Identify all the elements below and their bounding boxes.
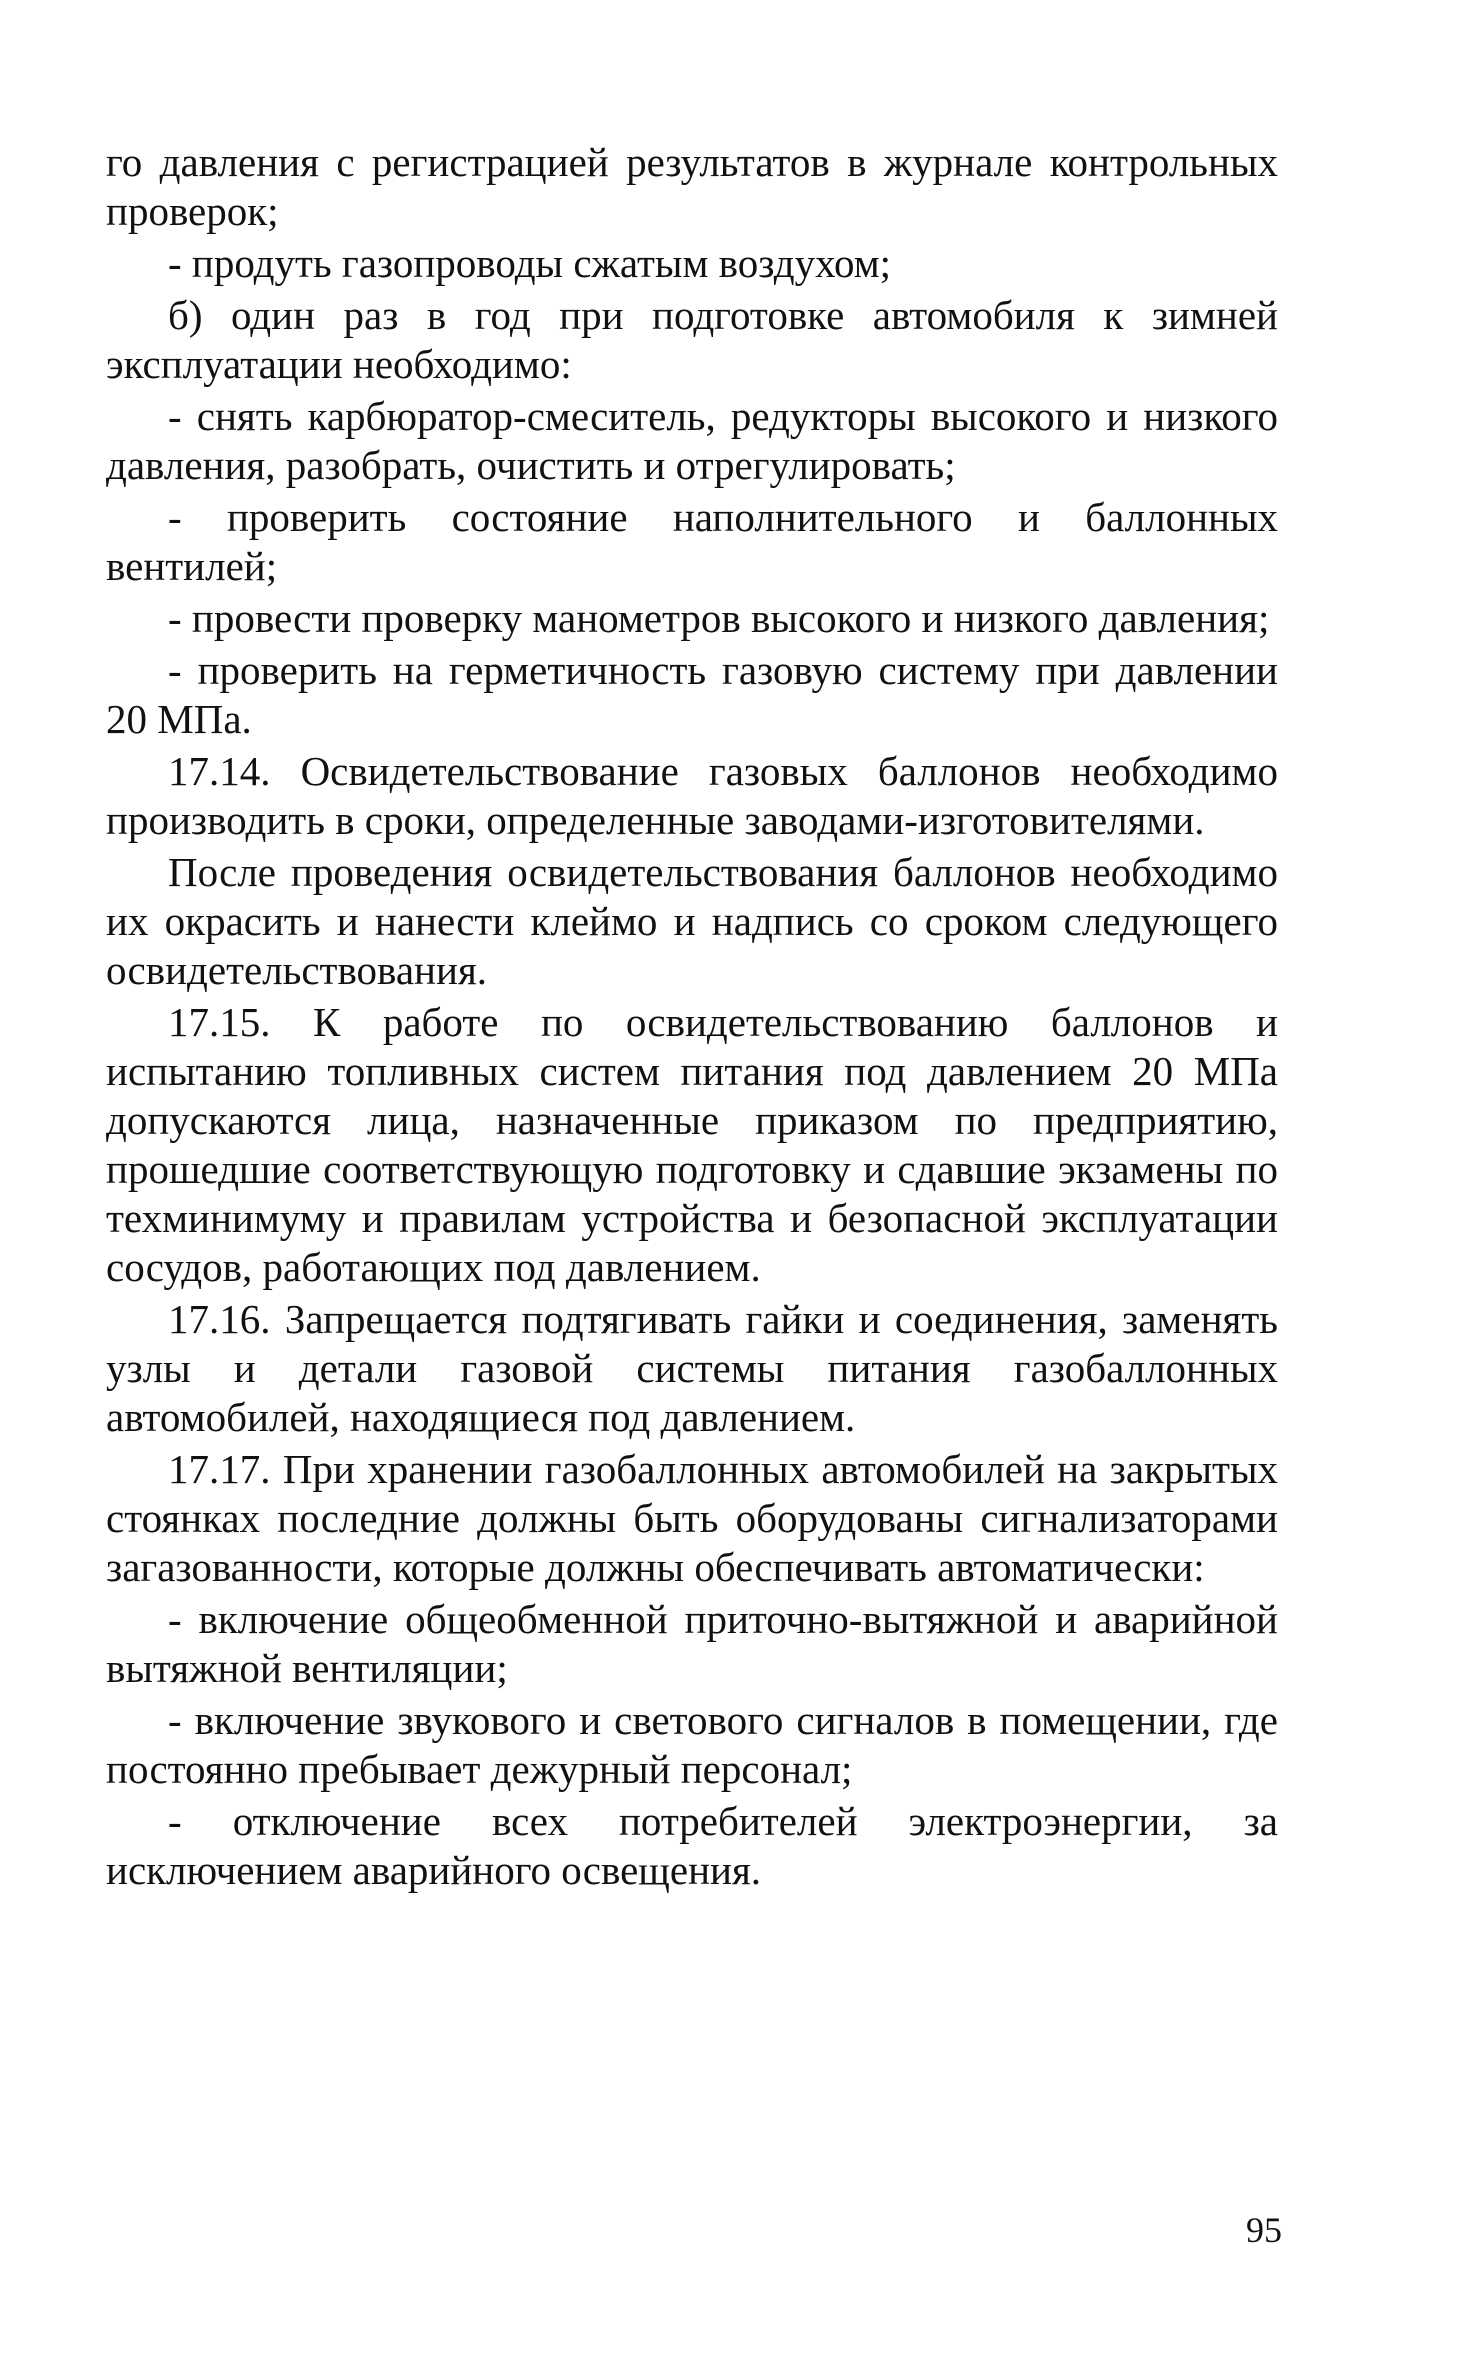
paragraph-after-inspection: После проведения освидетельствования баллонов необходимо их окрасить и нанести клеймо и надпись со сроком следующего освидетельствования. bbox=[106, 849, 1278, 993]
paragraph-item-power-off: - отключение всех потребителей электроэнергии, за исключением аварийного освещения. bbox=[106, 1798, 1278, 1893]
page-number: 95 bbox=[1246, 2210, 1282, 2250]
paragraph-item-check-valves: - проверить состояние наполнительного и баллонных вентилей; bbox=[106, 494, 1278, 589]
paragraph-item-blow-gas-lines: - продуть газопроводы сжатым воздухом; bbox=[168, 240, 892, 286]
paragraph-section-17-14: 17.14. Освидетельствование газовых баллонов необходимо производить в сроки, определенные заводами-изготовителями. bbox=[106, 748, 1278, 843]
paragraph-section-17-16: 17.16. Запрещается подтягивать гайки и соединения, заменять узлы и детали газовой системы питания газобаллонных автомобилей, находящиеся под давлением. bbox=[106, 1296, 1278, 1440]
paragraph-item-alarm-signals: - включение звукового и светового сигналов в помещении, где постоянно пребывает дежурный персонал; bbox=[106, 1697, 1278, 1792]
body-text bbox=[106, 138, 1278, 1898]
paragraph-section-17-17: 17.17. При хранении газобаллонных автомобилей на закрытых стоянках последние должны быть оборудованы сигнализаторами загазованности, которые должны обеспечивать автоматически: bbox=[106, 1446, 1278, 1590]
paragraph-item-annual-winter: б) один раз в год при подготовке автомобиля к зимней эксплуатации необходимо: bbox=[106, 292, 1278, 387]
paragraph-item-remove-carburetor: - снять карбюратор-смеситель, редукторы высокого и низкого давления, разобрать, очистить и отрегулировать; bbox=[106, 393, 1278, 488]
paragraph-section-17-15: 17.15. К работе по освидетельствованию баллонов и испытанию топливных систем питания под давлением 20 МПа допускаются лица, назначенные приказом по предприятию, прошедшие соответствующую подготовку и сдавшие экзамены по техминимуму и правилам устройства и безопасной эксплуатации сосудов, работающих под давлением. bbox=[106, 999, 1278, 1290]
paragraph-item-check-tightness: - проверить на герметичность газовую систему при давлении 20 МПа. bbox=[106, 647, 1278, 742]
paragraph-item-check-manometers: - провести проверку манометров высокого и низкого давления; bbox=[168, 595, 1270, 641]
paragraph-item-ventilation: - включение общеобменной приточно-вытяжной и аварийной вытяжной вентиляции; bbox=[106, 1596, 1278, 1691]
paragraph-continuation: го давления с регистрацией результатов в журнале контрольных проверок; bbox=[106, 139, 1278, 234]
